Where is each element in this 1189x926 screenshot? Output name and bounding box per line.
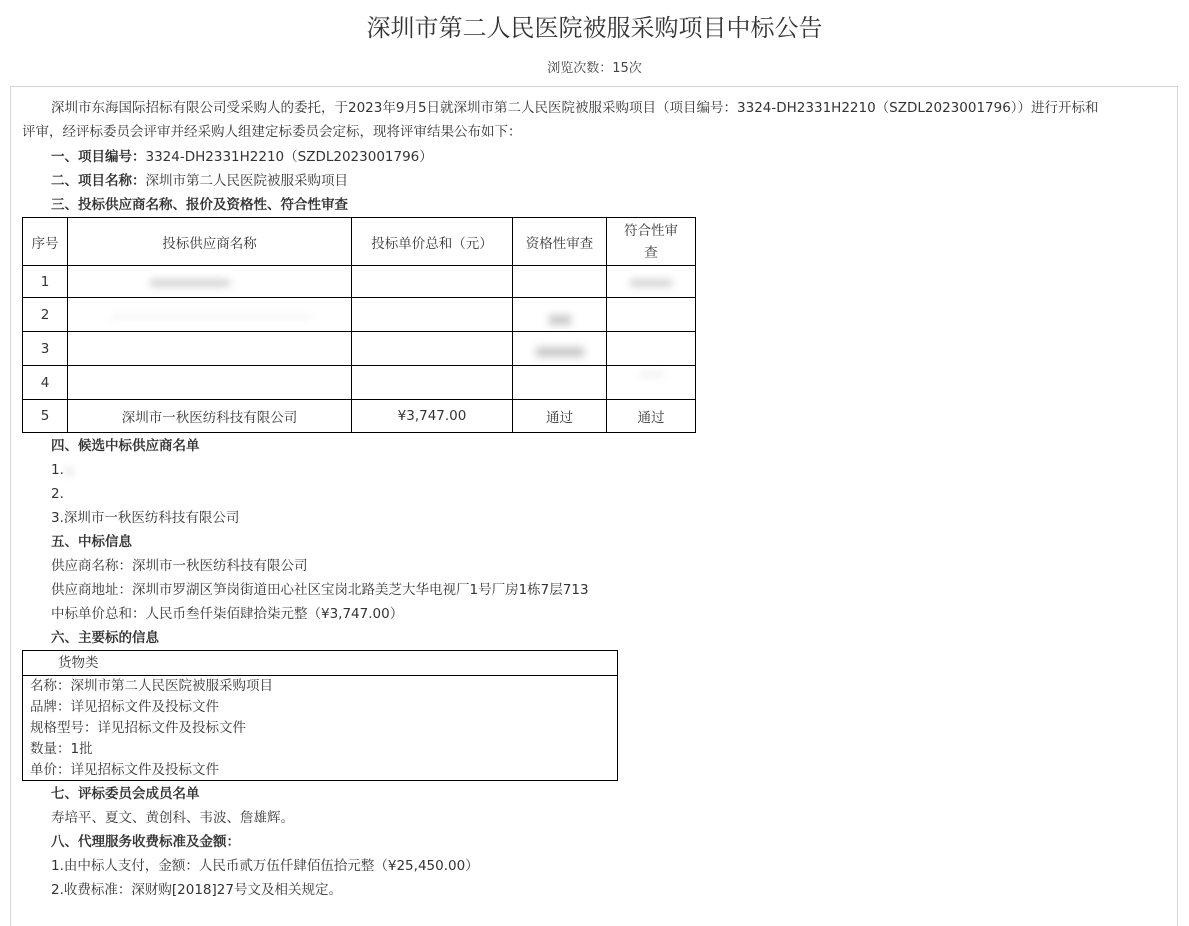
- goods-line: 规格型号：详见招标文件及投标文件: [30, 720, 246, 736]
- table-header: 符合性审 查: [607, 218, 696, 266]
- table-row: [23, 332, 696, 366]
- section-heading-award: 五、中标信息: [51, 534, 132, 550]
- qualification-cell: [513, 266, 607, 298]
- page-title: 深圳市第二人民医院被服采购项目中标公告: [366, 14, 823, 42]
- conformity-cell: 通过: [607, 400, 696, 433]
- table-header: 投标单价总和（元）: [352, 218, 513, 266]
- table-row: [23, 298, 696, 332]
- redaction-blur: [549, 315, 571, 325]
- section-project-number: [51, 145, 433, 169]
- bidder-table: [22, 217, 696, 433]
- conformity-cell: [607, 266, 696, 298]
- intro-line-1: 深圳市东海国际招标有限公司受采购人的委托，于2023年9月5日就深圳市第二人民医院被服采购项目（项目编号：3324-DH2331H2210（SZDL2023001796））进行开标和: [51, 100, 1099, 116]
- section-heading-subject: 六、主要标的信息: [51, 630, 159, 646]
- table-row: [23, 266, 696, 298]
- candidate-item: 3.深圳市一秋医纺科技有限公司: [51, 510, 240, 526]
- project-number: 3324-DH2331H2210（SZDL2023001796）: [145, 149, 433, 165]
- table-header: 投标供应商名称: [68, 218, 352, 266]
- section-heading-candidates: 四、候选中标供应商名单: [51, 438, 200, 454]
- table-header: 序号: [23, 218, 68, 266]
- table-header: 资格性审查: [513, 218, 607, 266]
- section-heading-fees: 八、代理服务收费标准及金额：: [51, 834, 240, 850]
- fee-line: 1.由中标人支付，金额：人民币贰万伍仟肆佰伍拾元整（¥25,450.00）: [51, 858, 479, 874]
- row-number: 1: [23, 266, 68, 298]
- conformity-cell: [607, 298, 696, 332]
- view-count: 浏览次数：15次: [547, 61, 642, 76]
- qualification-cell: 通过: [513, 400, 607, 433]
- redaction-blur: [110, 316, 310, 319]
- row-number: 3: [23, 332, 68, 366]
- price-cell: ¥3,747.00: [352, 400, 513, 433]
- redaction-blur: [630, 280, 672, 286]
- section-heading-committee: 七、评标委员会成员名单: [51, 786, 200, 802]
- row-number: 2: [23, 298, 68, 332]
- fee-line: 2.收费标准：深财购[2018]27号文及相关规定。: [51, 882, 342, 898]
- supplier-name-cell: 深圳市一秋医纺科技有限公司: [68, 400, 352, 433]
- row-number: 4: [23, 366, 68, 400]
- candidate-item: 2.: [51, 486, 64, 502]
- redaction-blur: [536, 347, 584, 357]
- goods-line: 单价：详见招标文件及投标文件: [30, 762, 219, 778]
- goods-info-box: [22, 650, 618, 781]
- award-total: 中标单价总和：人民币叁仟柒佰肆拾柒元整（¥3,747.00）: [51, 606, 404, 622]
- qualification-cell: [513, 298, 607, 332]
- row-number: 5: [23, 400, 68, 433]
- conformity-cell: [607, 366, 696, 400]
- goods-line: 名称：深圳市第二人民医院被服采购项目: [30, 678, 273, 694]
- table-row: [23, 366, 696, 400]
- section-heading: 二、项目名称：: [51, 173, 146, 189]
- price-cell: [352, 266, 513, 298]
- goods-box-title: 货物类: [23, 651, 617, 676]
- conformity-cell: [607, 332, 696, 366]
- section-project-name: [51, 169, 348, 193]
- award-supplier: 供应商名称：深圳市一秋医纺科技有限公司: [51, 558, 308, 574]
- qualification-cell: [513, 366, 607, 400]
- supplier-name-cell: [68, 366, 352, 400]
- project-name: 深圳市第二人民医院被服采购项目: [145, 173, 348, 189]
- redaction-blur: [150, 280, 230, 286]
- candidate-item: 1.: [51, 458, 72, 482]
- supplier-name-cell: [68, 298, 352, 332]
- supplier-name-cell: [68, 332, 352, 366]
- supplier-name-cell: [68, 266, 352, 298]
- award-address: 供应商地址：深圳市罗湖区笋岗街道田心社区宝岗北路美芝大华电视厂1号厂房1栋7层713: [51, 582, 589, 598]
- table-header-row: [23, 218, 696, 266]
- goods-line: 数量：1批: [30, 741, 93, 757]
- section-heading: 一、项目编号：: [51, 149, 146, 165]
- committee-members: 寿培平、夏文、黄创科、韦波、詹雄辉。: [51, 810, 294, 826]
- table-row: [23, 400, 696, 433]
- redaction-blur: [639, 373, 663, 376]
- price-cell: [352, 298, 513, 332]
- redaction-blur: [67, 469, 72, 474]
- intro-line-2: 评审，经评标委员会评审并经采购人组建定标委员会定标，现将评审结果公布如下：: [22, 124, 522, 140]
- price-cell: [352, 366, 513, 400]
- goods-line: 品牌：详见招标文件及投标文件: [30, 699, 219, 715]
- section-heading-bidders: 三、投标供应商名称、报价及资格性、符合性审查: [51, 197, 348, 213]
- price-cell: [352, 332, 513, 366]
- qualification-cell: [513, 332, 607, 366]
